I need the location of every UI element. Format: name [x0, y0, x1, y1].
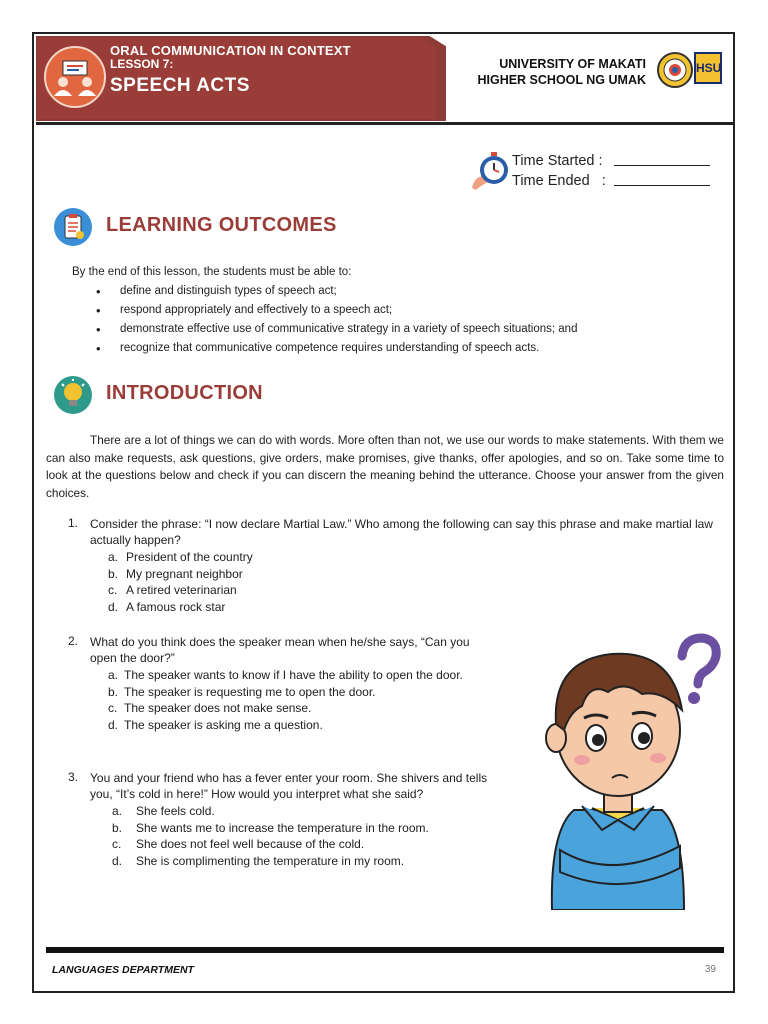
- choice-item: [112, 803, 494, 820]
- choice-letter: d.: [108, 717, 119, 732]
- footer-department: LANGUAGES DEPARTMENT: [52, 964, 194, 976]
- thinking-boy-illustration: [512, 620, 727, 910]
- lightbulb-icon: [54, 376, 92, 414]
- hsu-logo: HSU: [694, 52, 722, 84]
- presentation-icon: [44, 46, 106, 108]
- choice-item: [108, 549, 723, 566]
- lesson-title: SPEECH ACTS: [110, 75, 250, 96]
- learning-outcomes-list: [72, 282, 712, 358]
- choice-text: The speaker is requesting me to open the door.: [124, 684, 376, 699]
- learning-outcomes-intro: By the end of this lesson, the students must be able to:: [72, 266, 352, 278]
- question-text: You and your friend who has a fever enter your room. She shivers and tells you, “It’s cold in here!” How would you interpret what she said?: [90, 771, 488, 801]
- question-number: 1.: [68, 516, 79, 530]
- choice-text: The speaker does not make sense.: [124, 701, 312, 715]
- choice-letter: c.: [108, 583, 118, 597]
- question-text: What do you think does the speaker mean when he/she says, “Can you open the door?”: [90, 635, 470, 665]
- choice-text: She feels cold.: [136, 804, 215, 818]
- choice-item: [108, 667, 494, 684]
- choice-text: She does not feel well because of the cold.: [136, 837, 365, 851]
- footer-rule: [46, 947, 724, 953]
- clipboard-icon: [54, 208, 92, 246]
- choice-text: My pregnant neighbor: [126, 566, 243, 581]
- question-2: [68, 634, 494, 733]
- time-ended-label: Time Ended :: [512, 173, 606, 189]
- choice-text: A famous rock star: [126, 599, 226, 614]
- choice-letter: a.: [112, 804, 123, 818]
- choice-text: She wants me to increase the temperature in the room.: [136, 820, 429, 835]
- introduction-heading: INTRODUCTION: [106, 382, 263, 404]
- choice-letter: c.: [112, 837, 122, 851]
- outcome-item: • respond appropriately and effectively to a speech act;: [72, 301, 712, 320]
- choice-item: [108, 717, 494, 734]
- outcome-item: • demonstrate effective use of communicative strategy in a variety of speech situations; and: [72, 320, 712, 339]
- time-started-label: Time Started :: [512, 153, 603, 169]
- choice-letter: a.: [108, 668, 119, 682]
- choice-text: The speaker wants to know if I have the ability to open the door.: [124, 668, 463, 682]
- choice-letter: c.: [108, 701, 118, 715]
- time-ended-blank[interactable]: [614, 171, 710, 186]
- outcome-item: • define and distinguish types of speech act;: [72, 282, 712, 301]
- choice-item: [112, 853, 494, 870]
- university-line-2: HIGHER SCHOOL NG UMAK: [477, 73, 646, 87]
- choice-letter: b.: [108, 684, 119, 699]
- question-number: 3.: [68, 770, 79, 784]
- page-number: 39: [704, 964, 716, 975]
- choice-text: President of the country: [126, 550, 253, 564]
- course-title: ORAL COMMUNICATION IN CONTEXT: [110, 43, 351, 58]
- choice-letter: b.: [108, 566, 119, 581]
- outcome-item: • recognize that communicative competence requires understanding of speech acts.: [72, 339, 712, 358]
- choice-letter: b.: [112, 820, 123, 835]
- question-text: Consider the phrase: “I now declare Martial Law.” Who among the following can say this phrase and make martial law actually happen?: [90, 517, 713, 547]
- choice-item: [108, 599, 723, 616]
- university-line-1: UNIVERSITY OF MAKATI: [499, 57, 646, 71]
- choice-item: [108, 582, 723, 599]
- time-started-blank[interactable]: [614, 151, 710, 166]
- stopwatch-icon: [470, 148, 510, 192]
- choice-item: [112, 836, 494, 853]
- header-rule: [36, 122, 735, 125]
- choice-item: [108, 700, 494, 717]
- lesson-label: LESSON 7:: [110, 57, 174, 71]
- choice-text: She is complimenting the temperature in my room.: [136, 853, 405, 868]
- choice-text: The speaker is asking me a question.: [124, 717, 323, 732]
- question-3: [68, 770, 494, 869]
- university-seal-logo: [657, 52, 693, 88]
- time-record: [512, 151, 710, 191]
- introduction-paragraph: There are a lot of things we can do with words. More often than not, we use our words to make statements. With them we can also make requests, ask questions, give orders, make promises, give thanks, offer apologies, and so on. Take some time to look at the questions below and check if you can discern the meaning behind the utterance. Choose your answer from the given choices.: [46, 433, 724, 500]
- choice-letter: a.: [108, 550, 119, 564]
- choice-item: [108, 566, 723, 583]
- choice-item: [112, 820, 494, 837]
- question-1: [68, 516, 723, 615]
- university-name: [477, 56, 646, 88]
- choice-item: [108, 684, 494, 701]
- choice-text: A retired veterinarian: [126, 583, 237, 597]
- learning-outcomes-heading: LEARNING OUTCOMES: [106, 214, 337, 236]
- question-number: 2.: [68, 634, 79, 648]
- choice-letter: d.: [108, 599, 119, 614]
- choice-letter: d.: [112, 853, 123, 868]
